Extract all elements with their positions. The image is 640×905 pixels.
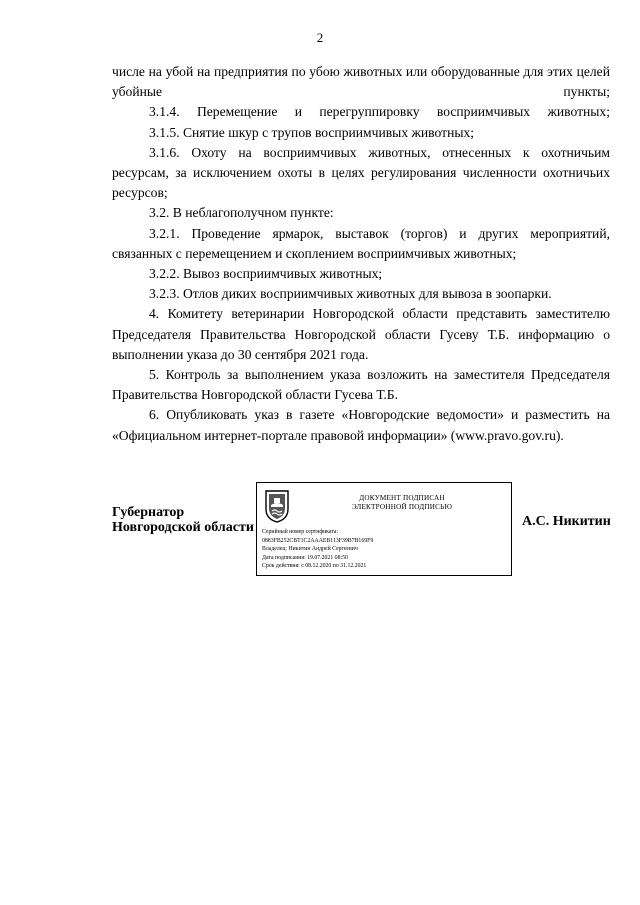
paragraph-3-2: 3.2. В неблагополучном пункте: — [149, 205, 334, 221]
stamp-owner: Владелец: Никитин Андрей Сергеевич — [262, 546, 358, 553]
signatory-title-line1: Губернатор — [112, 505, 185, 520]
paragraph-6: 6. Опубликовать указ в газете «Новгородские ведомости» и разместить на «Официальном интернет-портале правовой информации» (www.pravo.gov.ru). — [112, 407, 610, 443]
electronic-signature-stamp — [256, 482, 512, 576]
signatory-title-line2: Новгородской области — [112, 520, 254, 535]
paragraph-3-1-4: 3.1.4. Перемещение и перегруппировку восприимчивых животных; — [149, 104, 610, 120]
paragraph-3-2-2: 3.2.2. Вывоз восприимчивых животных; — [149, 266, 383, 282]
stamp-signed-date: Дата подписания: 19.07.2021 08:50 — [262, 554, 348, 561]
paragraph-continuation: числе на убой на предприятия по убою животных или оборудованные для этих целей убойные пункты; — [112, 64, 610, 100]
stamp-heading-line2: ЭЛЕКТРОННОЙ ПОДПИСЬЮ — [351, 503, 453, 511]
paragraph-3-2-3: 3.2.3. Отлов диких восприимчивых животных для вывоза в зоопарки. — [149, 286, 552, 302]
paragraph-5: 5. Контроль за выполнением указа возложить на заместителя Председателя Правительства Новгородской области Гусева Т.Б. — [112, 367, 610, 403]
signatory-title — [112, 505, 254, 535]
stamp-serial-label: Серийный номер сертификата: — [262, 529, 339, 535]
signatory-name: А.С. Никитин — [522, 514, 611, 529]
paragraph-3-2-1: 3.2.1. Проведение ярмарок, выставок (торгов) и других мероприятий, связанных с перемещением и скоплением восприимчивых животных; — [112, 225, 610, 261]
stamp-details — [262, 528, 508, 571]
stamp-serial-value: 0883FB252CBT1C2AAAEB113F39B7B169F9 — [262, 537, 374, 544]
stamp-validity: Срок действия: с 08.12.2020 по 31.12.2021 — [262, 563, 367, 570]
paragraph-3-1-5: 3.1.5. Снятие шкур с трупов восприимчивых животных; — [149, 124, 475, 140]
stamp-heading-line1: ДОКУМЕНТ ПОДПИСАН — [359, 494, 445, 502]
stamp-heading — [297, 494, 507, 512]
novgorod-coat-of-arms-icon — [263, 489, 291, 523]
page-number: 2 — [316, 30, 324, 45]
paragraph-3-1-6: 3.1.6. Охоту на восприимчивых животных, отнесенных к охотничьим ресурсам, за исключением охоты в целях регулирования численности охотничьих ресурсов; — [112, 144, 610, 201]
paragraph-4: 4. Комитету ветеринарии Новгородской области представить заместителю Председателя Правительства Новгородской области Гусеву Т.Б. информацию о выполнении указа до 30 сентября 2021 года. — [112, 306, 610, 362]
decree-body — [112, 62, 610, 446]
